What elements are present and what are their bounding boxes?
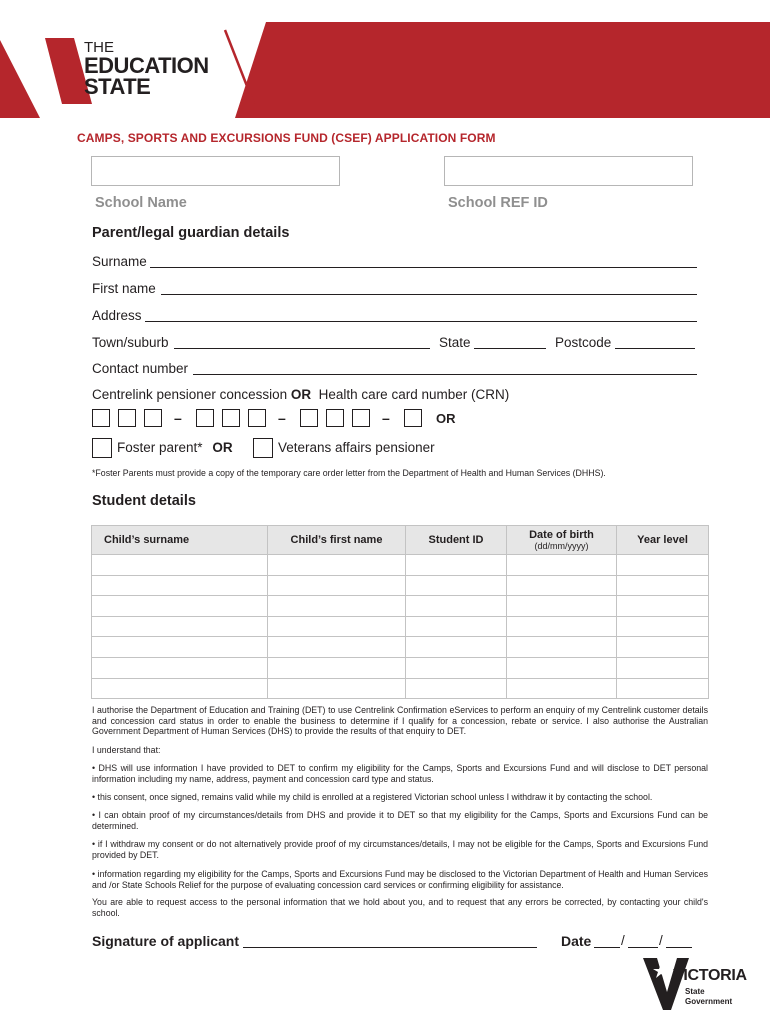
foster-parent-label bbox=[117, 440, 233, 455]
date-year-field[interactable] bbox=[666, 947, 692, 948]
concession-suffix: Health care card number (CRN) bbox=[318, 387, 510, 402]
surname-cell[interactable] bbox=[92, 678, 268, 699]
col-student-id: Student ID bbox=[406, 526, 507, 555]
crn-box-2[interactable] bbox=[118, 409, 136, 427]
col-childs-surname: Child’s surname bbox=[92, 526, 268, 555]
victoria-state-government-logo bbox=[643, 958, 747, 1010]
student-id-cell[interactable] bbox=[406, 678, 507, 699]
table-row bbox=[92, 596, 709, 617]
crn-box-3[interactable] bbox=[144, 409, 162, 427]
crn-box-10[interactable] bbox=[404, 409, 422, 427]
bullet-2-text: • this consent, once signed, remains valid while my child is enrolled at a registered Victorian school unless I withdraw it by contacting the school. bbox=[92, 792, 653, 802]
consent-intro-text: I authorise the Department of Education and Training (DET) to use Centrelink Confirmation eServices to perform an enquiry of my Centrelink customer details and concession card status in order to enable the business to determine if I qualify for a concession, rebate or service. I also authorise the Australian Government Department of Human Services (DHS) to provide the results of that enquiry to DET. bbox=[92, 705, 708, 737]
town-suburb-label: Town/suburb bbox=[92, 335, 169, 350]
signature-label: Signature of applicant bbox=[92, 933, 240, 949]
surname-cell[interactable] bbox=[92, 637, 268, 658]
concession-label bbox=[92, 387, 509, 402]
date-label: Date bbox=[561, 933, 592, 949]
address-label: Address bbox=[92, 308, 142, 323]
first-name-cell[interactable] bbox=[268, 678, 406, 699]
concession-prefix: Centrelink pensioner concession bbox=[92, 387, 288, 402]
student-id-cell[interactable] bbox=[406, 657, 507, 678]
school-ref-id-input[interactable] bbox=[444, 156, 693, 186]
year-level-cell[interactable] bbox=[617, 678, 709, 699]
year-level-cell[interactable] bbox=[617, 657, 709, 678]
first-name-label: First name bbox=[92, 281, 156, 296]
consent-bullet-4 bbox=[92, 839, 708, 860]
postcode-label: Postcode bbox=[555, 335, 612, 350]
student-id-cell[interactable] bbox=[406, 555, 507, 576]
dob-cell[interactable] bbox=[507, 637, 617, 658]
dob-cell[interactable] bbox=[507, 678, 617, 699]
student-details-table bbox=[91, 525, 709, 699]
form-title: CAMPS, SPORTS AND EXCURSIONS FUND (CSEF) APPLICATION FORM bbox=[77, 131, 496, 145]
dob-cell[interactable] bbox=[507, 596, 617, 617]
foster-note: *Foster Parents must provide a copy of the temporary care order letter from the Department of Health and Human Services (DHHS). bbox=[92, 468, 606, 478]
dob-format-hint: (dd/mm/yyyy) bbox=[534, 541, 589, 551]
student-table-header bbox=[92, 526, 709, 555]
surname-cell[interactable] bbox=[92, 616, 268, 637]
consent-bullet-5 bbox=[92, 869, 708, 890]
foster-parent-checkbox[interactable] bbox=[92, 438, 112, 458]
crn-or: OR bbox=[436, 411, 456, 426]
foster-parent-text: Foster parent* bbox=[117, 440, 203, 455]
student-id-cell[interactable] bbox=[406, 596, 507, 617]
surname-cell[interactable] bbox=[92, 555, 268, 576]
crn-box-1[interactable] bbox=[92, 409, 110, 427]
first-name-field[interactable] bbox=[161, 294, 697, 295]
town-suburb-field[interactable] bbox=[174, 348, 430, 349]
consent-bullet-3 bbox=[92, 810, 708, 831]
crn-box-4[interactable] bbox=[196, 409, 214, 427]
crn-box-5[interactable] bbox=[222, 409, 240, 427]
crn-box-9[interactable] bbox=[352, 409, 370, 427]
first-name-cell[interactable] bbox=[268, 616, 406, 637]
surname-cell[interactable] bbox=[92, 596, 268, 617]
col-year-level: Year level bbox=[617, 526, 709, 555]
surname-field[interactable] bbox=[150, 267, 697, 268]
year-level-cell[interactable] bbox=[617, 575, 709, 596]
logo-the: THE bbox=[84, 39, 114, 56]
veterans-label: Veterans affairs pensioner bbox=[278, 440, 435, 455]
signature-field[interactable] bbox=[243, 947, 537, 948]
year-level-cell[interactable] bbox=[617, 616, 709, 637]
dob-cell[interactable] bbox=[507, 616, 617, 637]
postcode-field[interactable] bbox=[615, 348, 695, 349]
bullet-3-text: • I can obtain proof of my circumstances/details from DHS and provide it to DET so that my eligibility for the Camps, Sports and Excursions Fund can be determined. bbox=[92, 810, 708, 831]
surname-cell[interactable] bbox=[92, 657, 268, 678]
table-row bbox=[92, 678, 709, 699]
table-row bbox=[92, 657, 709, 678]
state-field[interactable] bbox=[474, 348, 546, 349]
bullet-5-text: • information regarding my eligibility for the Camps, Sports and Excursions Fund may be disclosed to the Victorian Department of Health and Human Services and /or State Schools Relief for the purpose of evaluating concession card services or confirming eligibility for assistance. bbox=[92, 869, 708, 890]
crn-box-6[interactable] bbox=[248, 409, 266, 427]
consent-bullet-2 bbox=[92, 792, 708, 803]
first-name-cell[interactable] bbox=[268, 555, 406, 576]
state-text: State bbox=[685, 987, 705, 996]
school-name-label: School Name bbox=[95, 195, 187, 211]
surname-cell[interactable] bbox=[92, 575, 268, 596]
first-name-cell[interactable] bbox=[268, 596, 406, 617]
student-details-heading: Student details bbox=[92, 493, 196, 509]
understand-line bbox=[92, 745, 708, 756]
student-id-cell[interactable] bbox=[406, 637, 507, 658]
concession-or: OR bbox=[290, 387, 312, 402]
col-childs-first-name: Child’s first name bbox=[268, 526, 406, 555]
surname-label: Surname bbox=[92, 254, 147, 269]
crn-dash-1: – bbox=[174, 410, 182, 426]
first-name-cell[interactable] bbox=[268, 657, 406, 678]
bullet-4-text: • if I withdraw my consent or do not alternatively provide proof of my circumstances/details, I may not be eligible for the Camps, Sports and Excursions Fund provided by DET. bbox=[92, 839, 708, 860]
government-text: Government bbox=[685, 997, 733, 1006]
crn-box-8[interactable] bbox=[326, 409, 344, 427]
first-name-cell[interactable] bbox=[268, 637, 406, 658]
table-row bbox=[92, 637, 709, 658]
year-level-cell[interactable] bbox=[617, 596, 709, 617]
state-label: State bbox=[439, 335, 471, 350]
bullet-1-text: • DHS will use information I have provided to DET to confirm my eligibility for the Camps, Sports and Excursions Fund and will disclose to DET personal information including my name, address, payment and concession card type and status. bbox=[92, 763, 708, 784]
crn-dash-3: – bbox=[382, 410, 390, 426]
contact-number-field[interactable] bbox=[193, 374, 697, 375]
logo-education: EDUCATION bbox=[84, 53, 209, 78]
dob-cell[interactable] bbox=[507, 657, 617, 678]
year-level-cell[interactable] bbox=[617, 555, 709, 576]
dob-cell[interactable] bbox=[507, 555, 617, 576]
access-notice-text: You are able to request access to the personal information that we hold about you, and to request that any errors be corrected, by contacting your child's school. bbox=[92, 897, 708, 918]
student-id-cell[interactable] bbox=[406, 575, 507, 596]
school-ref-id-label: School REF ID bbox=[448, 195, 548, 211]
date-slash-1: / bbox=[621, 933, 625, 948]
consent-intro bbox=[92, 705, 708, 737]
logo-state: STATE bbox=[84, 74, 151, 99]
date-slash-2: / bbox=[659, 933, 663, 948]
address-field[interactable] bbox=[145, 321, 697, 322]
dob-header-text: Date of birth bbox=[529, 529, 594, 541]
consent-bullet-1 bbox=[92, 763, 708, 784]
date-day-field[interactable] bbox=[594, 947, 620, 948]
parent-details-heading: Parent/legal guardian details bbox=[92, 225, 290, 241]
table-row bbox=[92, 555, 709, 576]
understand-text: I understand that: bbox=[92, 745, 161, 755]
table-row bbox=[92, 575, 709, 596]
contact-number-label: Contact number bbox=[92, 361, 189, 376]
access-notice bbox=[92, 897, 708, 918]
victoria-wordmark: VICTORIA bbox=[673, 967, 747, 984]
crn-dash-2: – bbox=[278, 410, 286, 426]
school-name-input[interactable] bbox=[91, 156, 340, 186]
col-date-of-birth bbox=[507, 526, 617, 555]
veterans-checkbox[interactable] bbox=[253, 438, 273, 458]
foster-or: OR bbox=[212, 440, 233, 455]
dob-cell[interactable] bbox=[507, 575, 617, 596]
table-row bbox=[92, 616, 709, 637]
year-level-cell[interactable] bbox=[617, 637, 709, 658]
date-month-field[interactable] bbox=[628, 947, 658, 948]
student-id-cell[interactable] bbox=[406, 616, 507, 637]
first-name-cell[interactable] bbox=[268, 575, 406, 596]
crn-box-7[interactable] bbox=[300, 409, 318, 427]
